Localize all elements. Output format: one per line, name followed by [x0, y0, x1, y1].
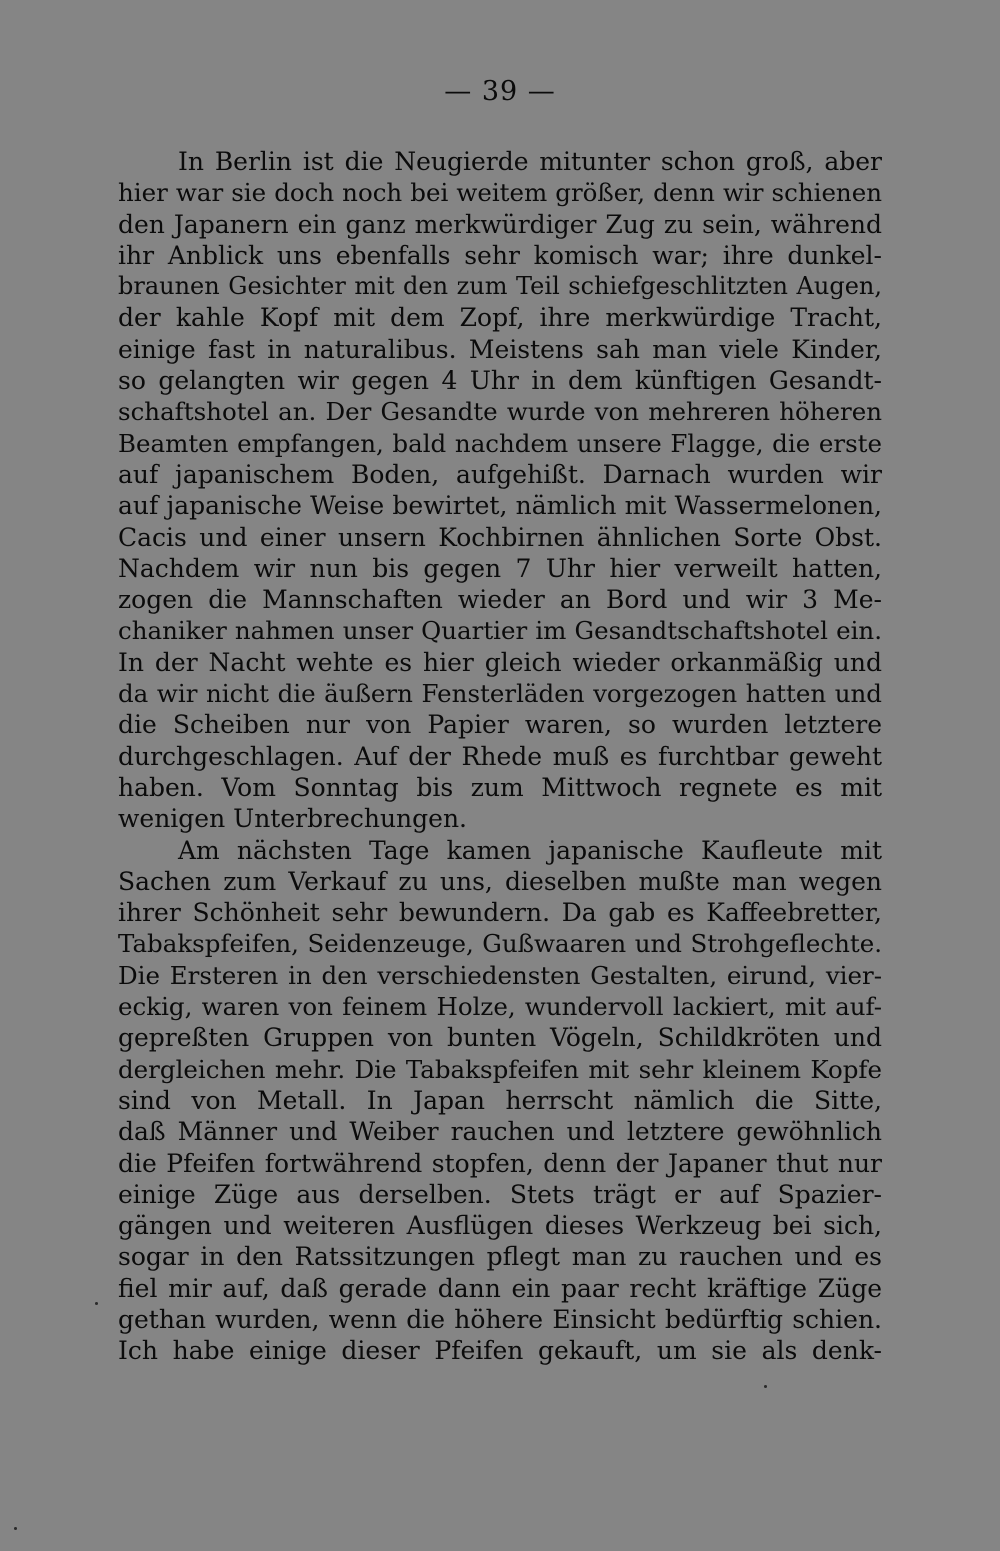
text-line: gethan wurden, wenn die höhere Einsicht bedürftig schien.	[118, 1304, 882, 1334]
text-line: Am nächsten Tage kamen japanische Kaufleute mit	[178, 835, 882, 865]
text-line: der kahle Kopf mit dem Zopf, ihre merkwürdige Tracht,	[118, 303, 882, 333]
text-line: gängen und weiteren Ausflügen dieses Werkzeug bei sich,	[118, 1211, 882, 1241]
paper-speck	[764, 1385, 767, 1388]
text-line: Beamten empfangen, bald nachdem unsere Flagge, die erste	[118, 428, 882, 458]
text-line: sind von Metall. In Japan herrscht nämlich die Sitte,	[118, 1085, 882, 1115]
text-line: haben. Vom Sonntag bis zum Mittwoch regnete es mit	[118, 772, 882, 802]
text-line: einige Züge aus derselben. Stets trägt er auf Spazier-	[118, 1179, 882, 1209]
text-line: In Berlin ist die Neugierde mitunter schon groß, aber	[178, 147, 882, 176]
text-line: Ich habe einige dieser Pfeifen gekauft, um sie als denk-	[118, 1336, 882, 1366]
text-line: den Japanern ein ganz merkwürdiger Zug zu sein, während	[118, 209, 882, 239]
text-line: fiel mir auf, daß gerade dann ein paar recht kräftige Züge	[118, 1273, 882, 1303]
page-number: — 39 —	[444, 76, 556, 107]
text-line: ihr Anblick uns ebenfalls sehr komisch war; ihre dunkel-	[118, 240, 882, 270]
text-line: sogar in den Ratssitzungen pflegt man zu rauchen und es	[118, 1242, 882, 1272]
text-line: Nachdem wir nun bis gegen 7 Uhr hier verweilt hatten,	[118, 553, 882, 583]
text-line: Cacis und einer unsern Kochbirnen ähnlichen Sorte Obst.	[118, 522, 882, 552]
text-line: schaftshotel an. Der Gesandte wurde von mehreren höheren	[118, 397, 882, 427]
text-line: die Pfeifen fortwährend stopfen, denn der Japaner thut nur	[118, 1148, 882, 1178]
text-line: wenigen Unterbrechungen.	[118, 804, 467, 834]
text-line: so gelangten wir gegen 4 Uhr in dem künftigen Gesandt-	[118, 366, 882, 396]
text-line: die Scheiben nur von Papier waren, so wurden letztere	[118, 710, 882, 740]
text-line: braunen Gesichter mit den zum Teil schiefgeschlitzten Augen,	[118, 272, 882, 301]
body-text	[118, 146, 882, 1367]
text-line: da wir nicht die äußern Fensterläden vorgezogen hatten und	[118, 679, 882, 709]
text-line: zogen die Mannschaften wieder an Bord und wir 3 Me-	[118, 585, 882, 615]
text-line: daß Männer und Weiber rauchen und letztere gewöhnlich	[118, 1117, 882, 1147]
paper-speck	[95, 1302, 98, 1305]
text-line: ihrer Schönheit sehr bewundern. Da gab es Kaffeebretter,	[118, 898, 882, 928]
text-line: durchgeschlagen. Auf der Rhede muß es furchtbar geweht	[118, 741, 882, 771]
text-line: Die Ersteren in den verschiedensten Gestalten, eirund, vier-	[118, 960, 882, 990]
text-line: auf japanischem Boden, aufgehißt. Darnach wurden wir	[118, 459, 882, 489]
text-line: auf japanische Weise bewirtet, nämlich mit Wassermelonen,	[118, 491, 882, 521]
text-line: Tabakspfeifen, Seidenzeuge, Gußwaaren und Strohgeflechte.	[118, 929, 882, 959]
text-line: In der Nacht wehte es hier gleich wieder orkanmäßig und	[118, 647, 882, 677]
text-line: Sachen zum Verkauf zu uns, dieselben mußte man wegen	[118, 866, 882, 896]
paper-speck	[14, 1527, 17, 1530]
text-line: einige fast in naturalibus. Meistens sah man viele Kinder,	[118, 334, 882, 364]
text-line: dergleichen mehr. Die Tabakspfeifen mit sehr kleinem Kopfe	[118, 1054, 882, 1084]
text-line: hier war sie doch noch bei weitem größer, denn wir schienen	[118, 178, 882, 208]
text-line: chaniker nahmen unser Quartier im Gesandtschaftshotel ein.	[118, 616, 882, 646]
text-line: gepreßten Gruppen von bunten Vögeln, Schildkröten und	[118, 1023, 882, 1053]
text-line: eckig, waren von feinem Holze, wundervoll lackiert, mit auf-	[118, 992, 882, 1022]
